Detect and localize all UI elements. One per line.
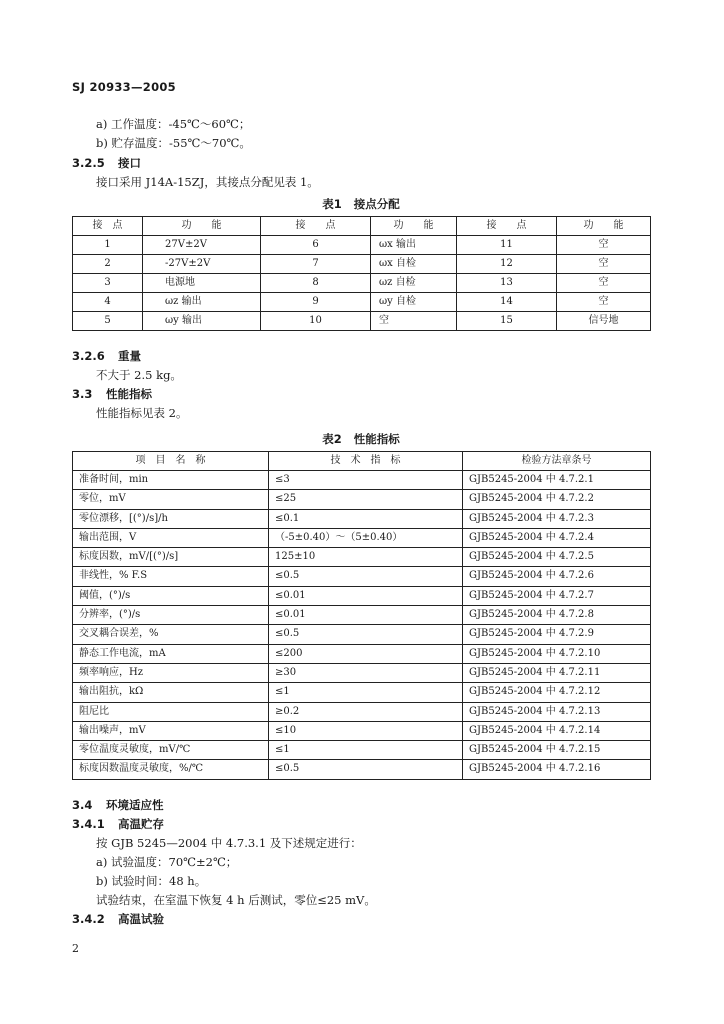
table-cell: ωy 输出 — [143, 312, 261, 331]
table-cell: 4 — [73, 293, 143, 312]
table-cell: 输出范围，V — [73, 528, 269, 547]
table-cell: 14 — [457, 293, 557, 312]
table-row — [73, 274, 651, 293]
section-title: 高温试验 — [118, 912, 164, 926]
table-row — [73, 625, 651, 644]
section-number: 3.3 — [72, 387, 93, 401]
header-function: 功 能 — [143, 217, 261, 236]
table-cell: ≥0.2 — [269, 702, 463, 721]
storage-conclusion: 试验结束，在室温下恢复 4 h 后测试，零位≤25 mV。 — [96, 893, 376, 907]
table-cell: GJB5245-2004 中 4.7.2.7 — [463, 586, 651, 605]
table-cell: 零位，mV — [73, 490, 269, 509]
table-cell: ≤0.01 — [269, 606, 463, 625]
interface-text: 接口采用 J14A-15ZJ，其接点分配见表 1。 — [96, 175, 319, 189]
table-cell: ωz 输出 — [143, 293, 261, 312]
table-cell: 10 — [261, 312, 371, 331]
table-cell: GJB5245-2004 中 4.7.2.11 — [463, 663, 651, 682]
table-cell: ≤3 — [269, 471, 463, 490]
table-cell: 12 — [457, 255, 557, 274]
table-row — [73, 644, 651, 663]
table-row — [73, 606, 651, 625]
table-cell: 信号地 — [557, 312, 651, 331]
table-cell: 5 — [73, 312, 143, 331]
work-temperature: a) 工作温度：-45℃～60℃； — [96, 117, 251, 131]
table-cell: 11 — [457, 236, 557, 255]
table-cell: 1 — [73, 236, 143, 255]
table-cell: GJB5245-2004 中 4.7.2.16 — [463, 760, 651, 779]
section-3-2-5 — [72, 155, 141, 171]
table-cell: ≤200 — [269, 644, 463, 663]
section-number: 3.4 — [72, 798, 93, 812]
table-cell: 125±10 — [269, 548, 463, 567]
table-cell: ≤10 — [269, 721, 463, 740]
header-contact: 接 点 — [457, 217, 557, 236]
table-row — [73, 702, 651, 721]
table-cell: 空 — [557, 236, 651, 255]
table-cell: 分辨率，(°)/s — [73, 606, 269, 625]
table-cell: 标度因数温度灵敏度，%/℃ — [73, 760, 269, 779]
table-cell: 非线性，% F.S — [73, 567, 269, 586]
table-cell: GJB5245-2004 中 4.7.2.9 — [463, 625, 651, 644]
storage-intro: 按 GJB 5245—2004 中 4.7.3.1 及下述规定进行： — [96, 836, 362, 850]
table-cell: 阻尼比 — [73, 702, 269, 721]
table-cell: GJB5245-2004 中 4.7.2.5 — [463, 548, 651, 567]
table-header-row — [73, 452, 651, 471]
section-3-4-2 — [72, 911, 164, 927]
table-cell: 空 — [557, 293, 651, 312]
weight-text: 不大于 2.5 kg。 — [96, 368, 182, 382]
header-function: 功 能 — [371, 217, 457, 236]
table-cell: GJB5245-2004 中 4.7.2.8 — [463, 606, 651, 625]
table-cell: GJB5245-2004 中 4.7.2.2 — [463, 490, 651, 509]
page-number: 2 — [72, 942, 79, 955]
table2-caption-title: 性能指标 — [353, 432, 400, 446]
section-3-4 — [72, 797, 164, 813]
header-technical-index: 技 术 指 标 — [269, 452, 463, 471]
section-3-2-6 — [72, 348, 141, 364]
table-cell: 8 — [261, 274, 371, 293]
table-cell: GJB5245-2004 中 4.7.2.10 — [463, 644, 651, 663]
table-header-row — [73, 217, 651, 236]
table-cell: ωx 输出 — [371, 236, 457, 255]
section-3-3 — [72, 386, 152, 402]
table-cell: 7 — [261, 255, 371, 274]
table-cell: 13 — [457, 274, 557, 293]
header-item-name: 项 目 名 称 — [73, 452, 269, 471]
table-cell: ωz 自检 — [371, 274, 457, 293]
table-cell: 输出噪声，mV — [73, 721, 269, 740]
table-cell: 空 — [557, 255, 651, 274]
table-cell: 15 — [457, 312, 557, 331]
table1-caption-title: 接点分配 — [353, 197, 400, 211]
table-cell: 空 — [557, 274, 651, 293]
table-cell: -27V±2V — [143, 255, 261, 274]
section-title: 接口 — [118, 156, 141, 170]
section-title: 环境适应性 — [106, 798, 164, 812]
header-function: 功 能 — [557, 217, 651, 236]
section-title: 性能指标 — [106, 387, 152, 401]
table-cell: 输出阻抗，kΩ — [73, 683, 269, 702]
table1-caption — [72, 196, 650, 212]
table2-caption — [72, 431, 650, 447]
table-row — [73, 760, 651, 779]
table-cell: GJB5245-2004 中 4.7.2.6 — [463, 567, 651, 586]
table-cell: GJB5245-2004 中 4.7.2.3 — [463, 509, 651, 528]
table-cell: GJB5245-2004 中 4.7.2.15 — [463, 741, 651, 760]
section-number: 3.2.6 — [72, 349, 105, 363]
storage-temperature: b) 贮存温度：-55℃～70℃。 — [96, 136, 251, 150]
storage-time: b) 试验时间：48 h。 — [96, 874, 207, 888]
table-cell: 标度因数，mV/[(°)/s] — [73, 548, 269, 567]
table-row — [73, 741, 651, 760]
table-row — [73, 663, 651, 682]
table-cell: 6 — [261, 236, 371, 255]
table-row — [73, 683, 651, 702]
table-cell: ≤0.5 — [269, 567, 463, 586]
table-row — [73, 509, 651, 528]
table-cell: 空 — [371, 312, 457, 331]
section-number: 3.2.5 — [72, 156, 105, 170]
table-cell: ωy 自检 — [371, 293, 457, 312]
table-cell: GJB5245-2004 中 4.7.2.13 — [463, 702, 651, 721]
table-row — [73, 255, 651, 274]
table-cell: 频率响应，Hz — [73, 663, 269, 682]
table-cell: 阈值，(°)/s — [73, 586, 269, 605]
document-header: SJ 20933—2005 — [72, 80, 176, 94]
header-test-method: 检验方法章条号 — [463, 452, 651, 471]
table-row — [73, 236, 651, 255]
table-cell: 零位漂移，[(°)/s]/h — [73, 509, 269, 528]
table-cell: 零位温度灵敏度，mV/℃ — [73, 741, 269, 760]
contact-assignment-table — [72, 216, 651, 331]
table-cell: GJB5245-2004 中 4.7.2.4 — [463, 528, 651, 547]
table-cell: ≤0.5 — [269, 760, 463, 779]
table-row — [73, 293, 651, 312]
table1-caption-number: 表1 — [322, 197, 342, 211]
table-cell: ≤0.1 — [269, 509, 463, 528]
table-row — [73, 721, 651, 740]
table-cell: ≤0.01 — [269, 586, 463, 605]
table-cell: 9 — [261, 293, 371, 312]
table-row — [73, 490, 651, 509]
section-title: 重量 — [118, 349, 141, 363]
performance-index-table — [72, 451, 651, 780]
header-contact: 接 点 — [73, 217, 143, 236]
storage-temp: a) 试验温度：70℃±2℃； — [96, 855, 238, 869]
table-cell: GJB5245-2004 中 4.7.2.12 — [463, 683, 651, 702]
table-row — [73, 471, 651, 490]
section-title: 高温贮存 — [118, 817, 164, 831]
table-row — [73, 312, 651, 331]
table-cell: 电源地 — [143, 274, 261, 293]
section-number: 3.4.2 — [72, 912, 105, 926]
table-cell: 静态工作电流，mA — [73, 644, 269, 663]
table-cell: 交叉耦合误差，% — [73, 625, 269, 644]
table-cell: 2 — [73, 255, 143, 274]
table-cell: GJB5245-2004 中 4.7.2.14 — [463, 721, 651, 740]
table-cell: 准备时间，min — [73, 471, 269, 490]
table-cell: ≤1 — [269, 683, 463, 702]
table-cell: ≤0.5 — [269, 625, 463, 644]
table-cell: GJB5245-2004 中 4.7.2.1 — [463, 471, 651, 490]
performance-text: 性能指标见表 2。 — [96, 406, 188, 420]
table-cell: ≤25 — [269, 490, 463, 509]
table-cell: 27V±2V — [143, 236, 261, 255]
table2-caption-number: 表2 — [322, 432, 342, 446]
section-number: 3.4.1 — [72, 817, 105, 831]
table-cell: （-5±0.40）～（5±0.40） — [269, 528, 463, 547]
table-cell: ωx 自检 — [371, 255, 457, 274]
table-row — [73, 586, 651, 605]
table-row — [73, 548, 651, 567]
table-row — [73, 567, 651, 586]
table-cell: 3 — [73, 274, 143, 293]
header-contact: 接 点 — [261, 217, 371, 236]
table-row — [73, 528, 651, 547]
table-cell: ≥30 — [269, 663, 463, 682]
table-cell: ≤1 — [269, 741, 463, 760]
section-3-4-1 — [72, 816, 164, 832]
